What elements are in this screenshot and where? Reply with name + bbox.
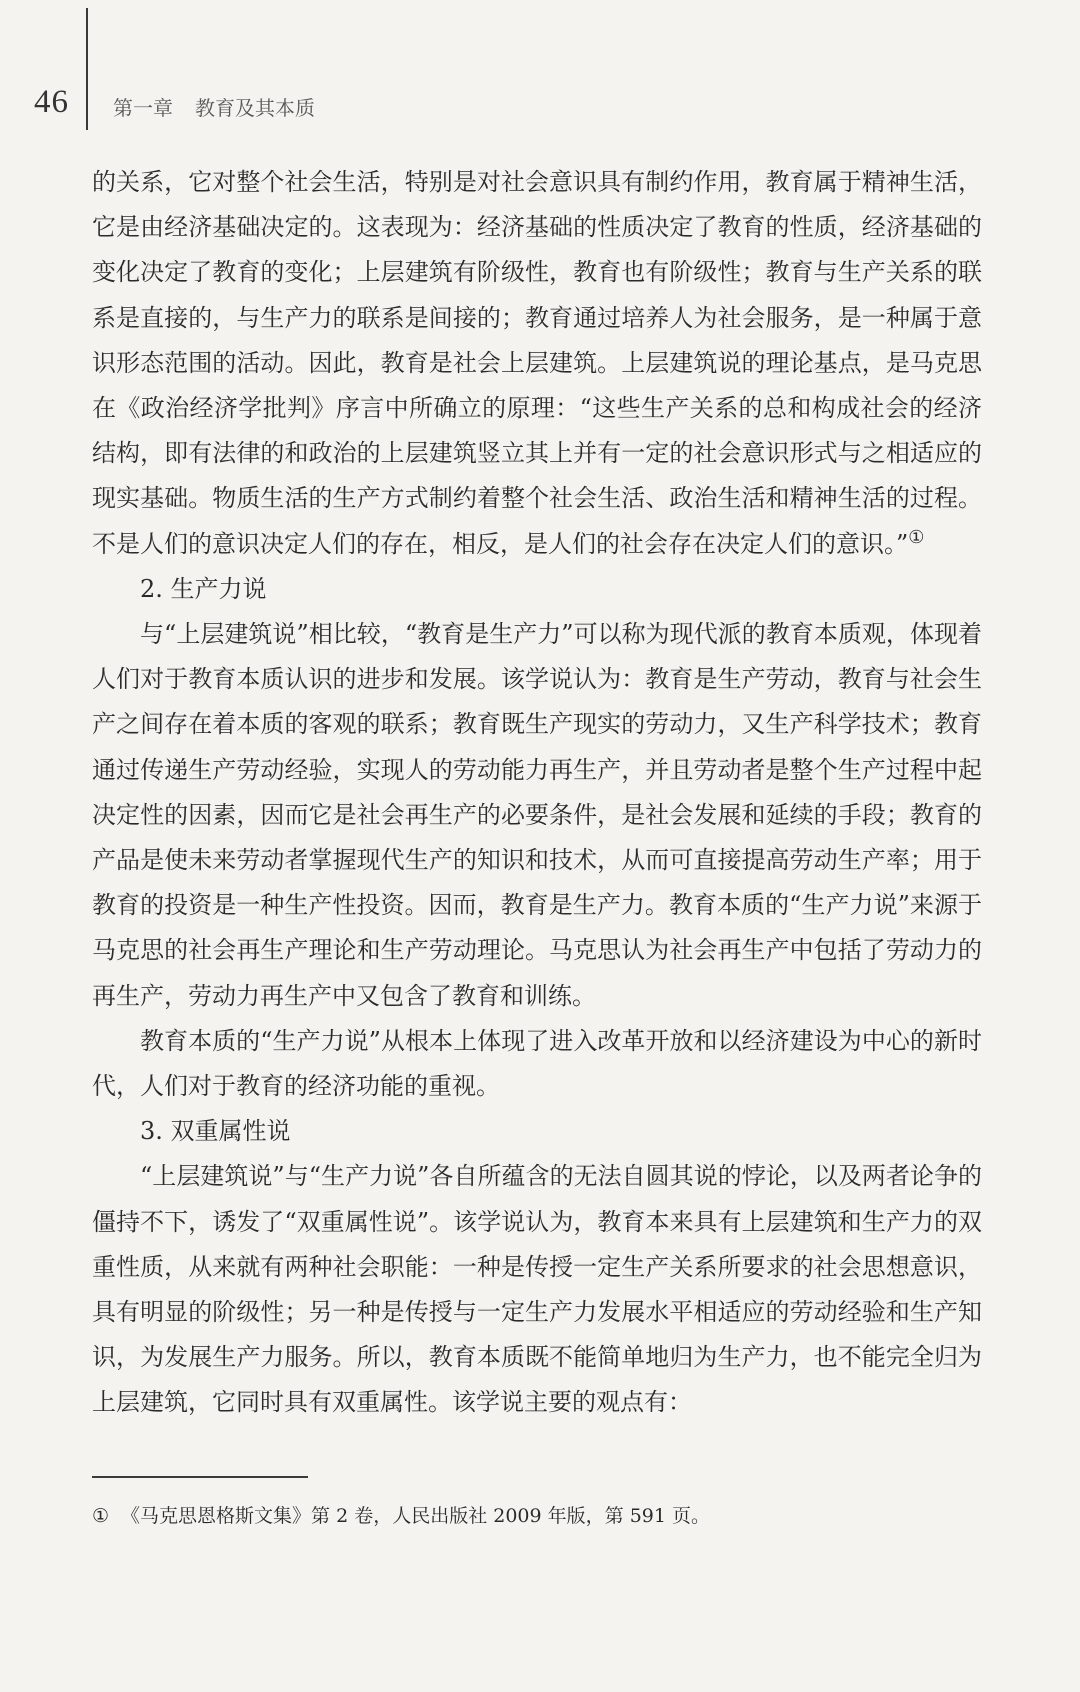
footnote-divider	[92, 1476, 308, 1478]
body-text	[92, 160, 982, 1426]
section-heading-productivity: 2. 生产力说	[140, 574, 267, 603]
footnote	[92, 1502, 982, 1530]
footnote-text: 《马克思恩格斯文集》第 2 卷，人民出版社 2009 年版，第 591 页。	[121, 1505, 710, 1527]
section-heading-dual-nature: 3. 双重属性说	[140, 1117, 291, 1146]
paragraph: “上层建筑说”与“生产力说”各自所蕴含的无法自圆其说的悖论，以及两者论争的僵持不下，诱发了“双重属性说”。该学说认为，教育本来具有上层建筑和生产力的双重性质，从来就有两种社会职能：一种是传授一定生产关系所要求的社会思想意识，具有明显的阶级性；另一种是传授与一定生产力发展水平相适应的劳动经验和生产知识，为发展生产力服务。所以，教育本质既不能简单地归为生产力，也不能完全归为上层建筑，它同时具有双重属性。该学说主要的观点有：	[92, 1162, 982, 1417]
footnote-reference: ①	[908, 526, 925, 548]
paragraph: 与“上层建筑说”相比较，“教育是生产力”可以称为现代派的教育本质观，体现着人们对于教育本质认识的进步和发展。该学说认为：教育是生产劳动，教育与社会生产之间存在着本质的客观的联系；教育既生产现实的劳动力，又生产科学技术；教育通过传递生产劳动经验，实现人的劳动能力再生产，并且劳动者是整个生产过程中起决定性的因素，因而它是社会再生产的必要条件，是社会发展和延续的手段；教育的产品是使未来劳动者掌握现代生产的知识和技术，从而可直接提高劳动生产率；用于教育的投资是一种生产性投资。因而，教育是生产力。教育本质的“生产力说”来源于马克思的社会再生产理论和生产劳动理论。马克思认为社会再生产中包括了劳动力的再生产，劳动力再生产中又包含了教育和训练。	[92, 620, 982, 1010]
page-number: 46	[34, 84, 69, 120]
running-head	[113, 92, 337, 121]
chapter-label: 第一章	[113, 96, 173, 120]
paragraph: 教育本质的“生产力说”从根本上体现了进入改革开放和以经济建设为中心的新时代，人们对于教育的经济功能的重视。	[92, 1026, 982, 1101]
paragraph-continued	[92, 160, 982, 567]
chapter-title: 教育及其本质	[195, 96, 315, 120]
header-divider	[86, 8, 88, 130]
paragraph-text: 的关系，它对整个社会生活，特别是对社会意识具有制约作用，教育属于精神生活，它是由经济基础决定的。这表现为：经济基础的性质决定了教育的性质，经济基础的变化决定了教育的变化；上层建筑有阶级性，教育也有阶级性；教育与生产关系的联系是直接的，与生产力的联系是间接的；教育通过培养人为社会服务，是一种属于意识形态范围的活动。因此，教育是社会上层建筑。上层建筑说的理论基点，是马克思在《政治经济学批判》序言中所确立的原理：“这些生产关系的总和构成社会的经济结构，即有法律的和政治的上层建筑竖立其上并有一定的社会意识形式与之相适应的现实基础。物质生活的生产方式制约着整个社会生活、政治生活和精神生活的过程。不是人们的意识决定人们的存在，相反，是人们的社会存在决定人们的意识。”	[92, 168, 982, 558]
footnote-number: ①	[92, 1505, 110, 1527]
